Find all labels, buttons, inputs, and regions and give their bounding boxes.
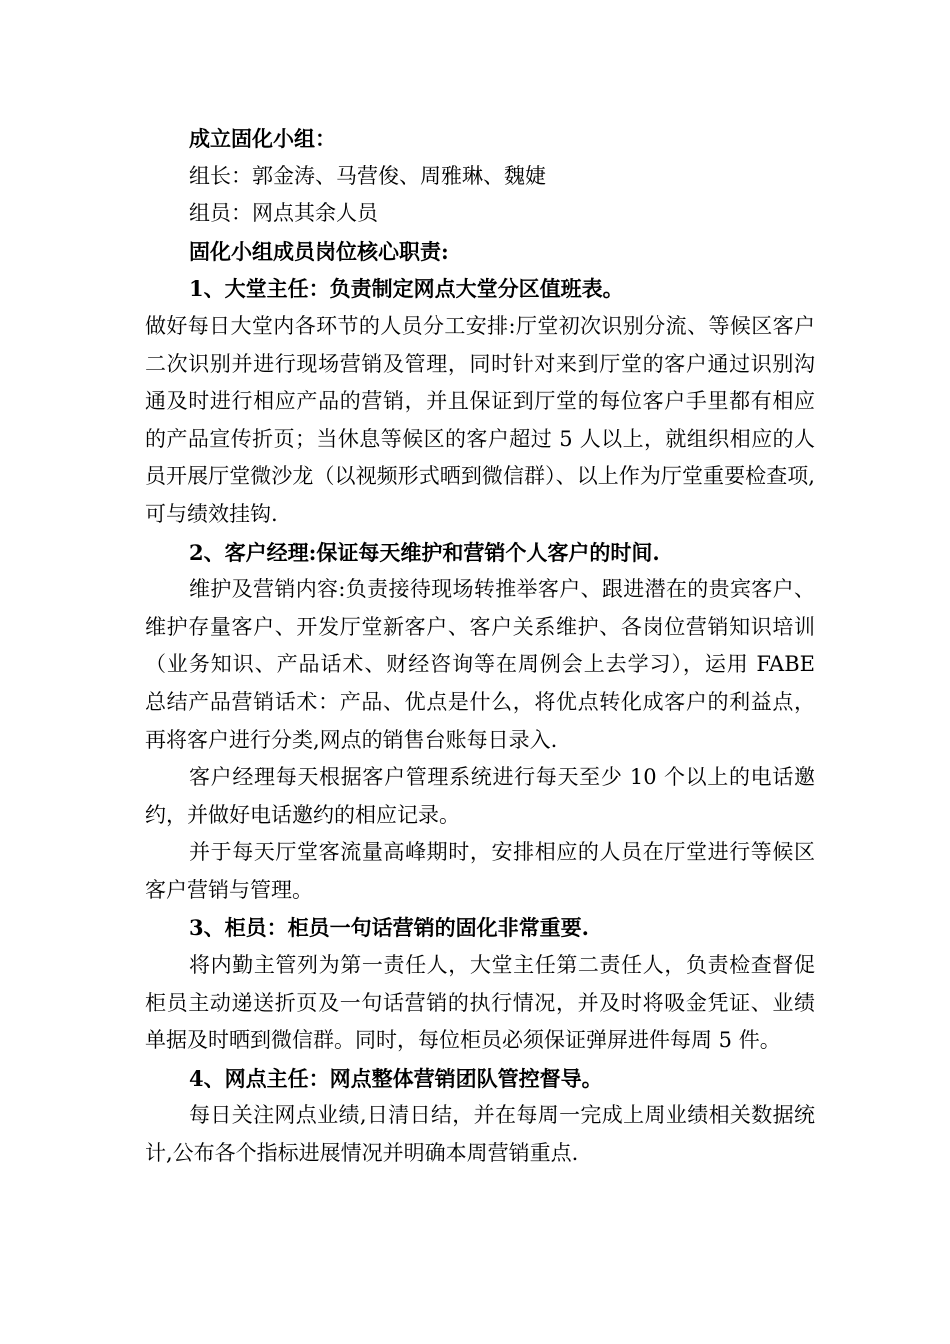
section-paragraph: 做好每日大堂内各环节的人员分工安排:厅堂初次识别分流、等候区客户二次识别并进行现场营销及管理，同时针对来到厅堂的客户通过识别沟通及时进行相应产品的营销，并且保证到厅堂的每位客户手里都有相应的产品宣传折页；当休息等候区的客户超过 5 人以上，就组织相应的人员开展厅堂微沙龙（以视频形式晒到微信群）、以上作为厅堂重要检查项,可与绩效挂钩. <box>145 313 815 526</box>
section-paragraph: 将内勤主管列为第一责任人，大堂主任第二责任人，负责检查督促柜员主动递送折页及一句话营销的执行情况，并及时将吸金凭证、业绩单据及时晒到微信群。同时，每位柜员必须保证弹屏进件每周 5 件。 <box>145 953 815 1053</box>
section-title-account-manager: 2、客户经理:保证每天维护和营销个人客户的时间. <box>189 539 660 565</box>
group-leaders: 组长：郭金涛、马营俊、周雅琳、魏婕 <box>189 163 546 188</box>
group-members: 组员：网点其余人员 <box>189 201 378 226</box>
section-paragraph: 每日关注网点业绩,日清日结，并在每周一完成上周业绩相关数据统计,公布各个指标进展情况并明确本周营销重点. <box>145 1103 815 1166</box>
section-title-lobby-manager: 1、大堂主任：负责制定网点大堂分区值班表。 <box>189 276 624 302</box>
document-body <box>145 120 815 1173</box>
section-title-branch-director: 4、网点主任：网点整体营销团队管控督导。 <box>189 1065 603 1091</box>
section-title-teller: 3、柜员：柜员一句话营销的固化非常重要. <box>189 915 589 941</box>
section-paragraph: 维护及营销内容:负责接待现场转推举客户、跟进潜在的贵宾客户、维护存量客户、开发厅堂新客户、客户关系维护、各岗位营销知识培训（业务知识、产品话术、财经咨询等在周例会上去学习），运用 FABE 总结产品营销话术：产品、优点是什么，将优点转化成客户的利益点，再将客户进行分类,网点的销售台账每日录入. <box>145 577 815 752</box>
section-paragraph: 并于每天厅堂客流量高峰期时，安排相应的人员在厅堂进行等候区客户营销与管理。 <box>145 840 815 902</box>
group-heading: 成立固化小组： <box>189 126 336 151</box>
duties-heading: 固化小组成员岗位核心职责: <box>189 238 449 264</box>
section-paragraph: 客户经理每天根据客户管理系统进行每天至少 10 个以上的电话邀约，并做好电话邀约的相应记录。 <box>145 765 815 827</box>
